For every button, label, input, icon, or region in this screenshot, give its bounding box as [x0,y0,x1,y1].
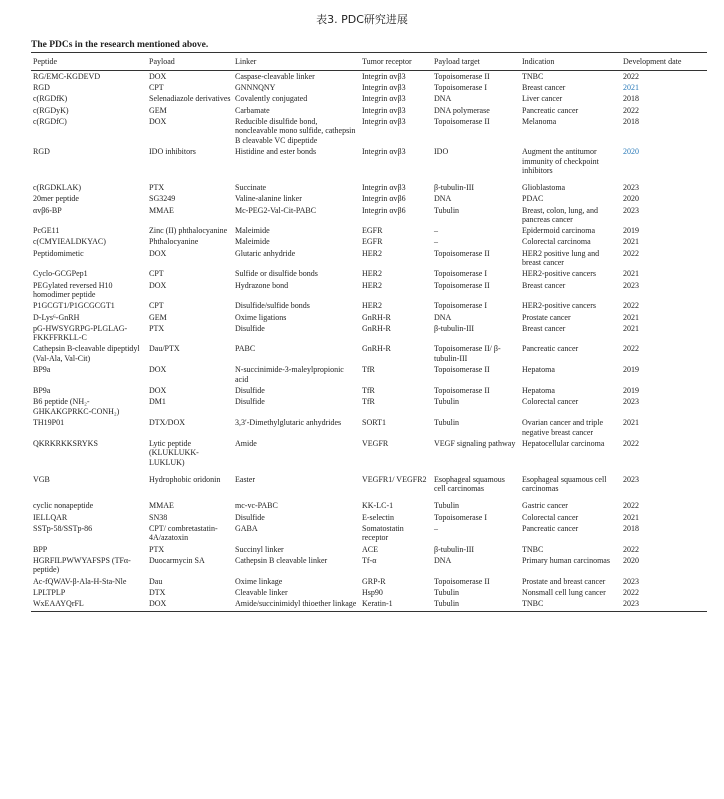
indication-cell: Augment the antitumor immunity of checkpoint inhibitors [522,147,599,176]
payload-cell: PTX [149,183,165,193]
tumor-receptor-cell: EGFR [362,226,383,236]
development-date-cell: 2022 [623,248,639,258]
linker-cell: Easter [235,474,255,484]
payload-target-cell: Tubulin [434,417,460,427]
payload-target-cell: Topoisomerase II [434,576,490,586]
peptide-cell: c(RGDKLAK) [33,183,81,193]
peptide-cell: VGB [33,474,50,484]
linker-cell: Disulfide [235,512,265,522]
payload-cell: DOX [147,597,233,611]
development-date-cell: 2022 [623,71,639,81]
table-row [31,115,707,145]
development-date-cell: 2023 [623,397,639,407]
payload-cell: DTX [149,587,166,597]
payload-cell: CPT [149,83,164,93]
payload-target-cell: Esophageal squamous cell carcinomas [434,474,505,494]
column-header-peptide: Peptide [31,53,147,71]
tumor-receptor-cell: HER2 [362,301,382,311]
development-date-cell: 2021 [623,269,639,279]
linker-cell: Disulfide [235,323,265,333]
payload-cell: DTX/DOX [149,417,185,427]
linker-cell: Covalently conjugated [235,94,308,104]
table-row [31,193,707,204]
payload-target-cell: β-tubulin-III [434,323,475,333]
linker-cell: Disulfide/sulfide bonds [235,301,310,311]
linker-cell: Disulfide [235,386,265,395]
tumor-receptor-cell: Integrin αvβ3 [362,71,406,81]
peptide-cell: BP9a [33,386,51,395]
header-row [31,53,707,71]
indication-cell: Gastric cancer [522,501,568,511]
payload-target-cell: DNA [434,94,452,104]
indication-cell: Nonsmall cell lung cancer [522,587,606,597]
linker-cell: Amide/succinimidyl thioether linkage [233,597,360,611]
development-date-cell: 2018 [623,94,639,104]
development-date-cell: 2023 [623,183,639,193]
peptide-cell: LPLTPLP [33,587,66,597]
table-row [31,396,707,417]
indication-cell: HER2-positive cancers [522,269,596,279]
peptide-cell: D-Lys⁶-GnRH [33,312,80,322]
development-date-cell: 2022 [623,587,639,597]
peptide-cell: c(RGDfK) [33,94,68,104]
payload-cell: MMAE [149,501,174,511]
indication-cell: Pancreatic cancer [522,105,579,115]
table-caption: The PDCs in the research mentioned above. [31,40,209,50]
table-row [31,204,707,225]
peptide-cell: HGRFILPWWYAFSPS (TFα-peptide) [33,555,131,575]
tumor-receptor-cell: Integrin αvβ3 [362,105,406,115]
peptide-cell: RGD [33,147,50,157]
payload-cell: PTX [149,544,165,554]
tumor-receptor-cell: VEGFR [362,438,389,448]
indication-cell: Prostate cancer [522,312,571,322]
table-row [31,146,707,182]
peptide-cell: B6 peptide (NH₂-GHKAKGPRKC-CONH₂) [33,397,120,416]
tumor-receptor-cell: GnRH-R [362,312,391,322]
table-row [31,225,707,236]
payload-cell: Hydrophobic oridonin [149,474,221,484]
development-date-cell: 2022 [623,501,639,511]
linker-cell: N-succinimide-3-maleylpropionic acid [235,365,344,384]
tumor-receptor-cell: GRP-R [362,576,386,586]
table-row [31,300,707,311]
payload-target-cell: Topoisomerase II [434,365,490,375]
indication-cell: TNBC [522,544,544,554]
payload-target-cell: Topoisomerase II [434,71,490,81]
peptide-cell: WxEAAYQrFL [31,597,147,611]
peptide-cell: P1GCGT1/P1GCGCGT1 [33,301,115,311]
tumor-receptor-cell: Hsp90 [362,587,383,597]
linker-cell: PABC [235,344,256,354]
peptide-cell: c(RGDfC) [33,116,67,126]
indication-cell: Breast, colon, lung, and pancreas cancer [522,205,598,225]
tumor-receptor-cell: ACE [362,544,378,554]
tumor-receptor-cell: HER2 [362,280,382,290]
tumor-receptor-cell: Integrin αvβ3 [362,94,406,104]
indication-cell: Pancreatic cancer [522,523,579,533]
payload-target-cell: – [434,237,438,247]
indication-cell: Hepatoma [522,365,555,375]
development-date-cell: 2018 [623,523,639,533]
payload-cell: CPT [149,301,164,311]
indication-cell: Breast cancer [522,280,566,290]
table-row [31,311,707,322]
indication-cell: Prostate and breast cancer [522,576,606,586]
table-row [31,554,707,575]
peptide-cell: IELLQAR [33,512,68,522]
table-row [31,82,707,93]
development-date-cell: 2020 [623,555,639,565]
development-date-cell: 2023 [623,205,639,215]
table-header [31,53,707,71]
payload-target-cell: Tubulin [434,205,460,215]
payload-cell: Dau/PTX [149,344,180,354]
development-date-cell: 2021 [623,312,639,322]
payload-target-cell: β-tubulin-III [434,183,475,193]
tumor-receptor-cell: Tf-α [362,555,377,565]
payload-cell: Phthalocyanine [149,237,199,247]
indication-cell: TNBC [522,71,544,81]
linker-cell: Maleimide [235,237,270,247]
peptide-cell: pG-HWSYGRPG-PLGLAG-FKKFFRKLL-C [33,323,128,343]
payload-cell: DM1 [149,397,166,407]
linker-cell: Succinate [235,183,267,193]
payload-target-cell: Topoisomerase I [434,301,487,311]
indication-cell: Breast cancer [522,83,566,93]
table-row [31,322,707,343]
payload-cell: DOX [149,386,167,395]
table-row [31,279,707,300]
tumor-receptor-cell: Integrin αvβ6 [362,194,406,204]
indication-cell: Liver cancer [522,94,563,104]
tumor-receptor-cell: TfR [362,365,375,375]
payload-target-cell: DNA [434,194,452,204]
development-date-cell: 2022 [623,105,639,115]
development-date-cell: 2021 [623,512,639,522]
column-header-payload-target: Payload target [432,53,520,71]
payload-target-cell: Tubulin [434,587,460,597]
linker-cell: Mc-PEG2-Val-Cit-PABC [235,205,317,215]
linker-cell: GABA [235,523,258,533]
tumor-receptor-cell: Keratin-1 [360,597,432,611]
indication-cell: HER2-positive cancers [522,301,596,311]
development-date-cell: 2021 [623,323,639,333]
table-row [31,500,707,511]
column-header-development-date: Development date [621,53,707,71]
table-row [31,364,707,385]
column-header-linker: Linker [233,53,360,71]
tumor-receptor-cell: Integrin αvβ3 [362,147,406,157]
payload-target-cell: Topoisomerase II/ β-tubulin-III [434,344,501,364]
indication-cell: Breast cancer [522,323,566,333]
payload-target-cell: Topoisomerase II [434,248,490,258]
peptide-cell: Cathepsin B-cleavable dipeptidyl (Val-Ala, Val-Cit) [33,344,140,364]
payload-target-cell: DNA [434,312,452,322]
payload-cell: DOX [149,248,167,258]
payload-target-cell: Tubulin [434,501,460,511]
tumor-receptor-cell: TfR [362,397,375,407]
peptide-cell: cyclic nonapeptide [33,501,94,511]
payload-target-cell: IDO [434,147,449,157]
table-row [31,417,707,438]
development-date-cell: 2021 [623,83,639,93]
indication-cell: TNBC [520,597,621,611]
peptide-cell: SSTp-58/SSTp-86 [33,523,93,533]
column-header-tumor-receptor: Tumor receptor [360,53,432,71]
peptide-cell: 20mer peptide [33,194,79,204]
tumor-receptor-cell: Integrin αvβ3 [362,83,406,93]
tumor-receptor-cell: Integrin αvβ3 [362,116,406,126]
table-row [31,268,707,279]
tumor-receptor-cell: EGFR [362,237,383,247]
linker-cell: 3,3′-Dimethylglutaric anhydrides [235,417,342,427]
tumor-receptor-cell: SORT1 [362,417,386,427]
payload-target-cell: Topoisomerase I [434,269,487,279]
indication-cell: Colorectal cancer [522,397,579,407]
table-row [31,247,707,268]
payload-target-cell: Topoisomerase II [434,280,490,290]
linker-cell: Maleimide [235,226,270,236]
column-header-payload: Payload [147,53,233,71]
payload-cell: DOX [149,71,167,81]
table-row [31,182,707,193]
payload-target-cell: DNA [434,555,452,565]
payload-cell: Zinc (II) phthalocyanine [149,226,228,236]
payload-cell: PTX [149,323,165,333]
tumor-receptor-cell: Somatostatin receptor [362,523,404,543]
peptide-cell: Ac-fQWAV-β-Ala-H-Sta-Nle [33,576,127,586]
indication-cell: Epidermoid carcinoma [522,226,596,236]
peptide-cell: c(CMYIEALDKYAC) [33,237,106,247]
linker-cell: GNNNQNY [235,83,276,93]
linker-cell: Carbamate [235,105,270,115]
payload-cell: CPT/ combretastatin-4A/azatoxin [149,523,218,543]
tumor-receptor-cell: VEGFR1/ VEGFR2 [362,474,427,484]
development-date-cell: 2020 [623,194,639,204]
indication-cell: HER2 positive lung and breast cancer [522,248,600,268]
payload-cell: GEM [149,105,167,115]
linker-cell: Oxime ligations [235,312,287,322]
table-row [31,543,707,554]
tumor-receptor-cell: TfR [362,386,375,395]
payload-cell: GEM [149,312,167,322]
indication-cell: Colorectal cancer [522,512,579,522]
linker-cell: Sulfide or disulfide bonds [235,269,318,279]
linker-cell: Hydrazone bond [235,280,289,290]
payload-target-cell: DNA polymerase [434,105,490,115]
linker-cell: Amide [235,438,257,448]
table-row [31,236,707,247]
peptide-cell: QKRKRKKSRYKS [33,438,98,448]
table-row [31,586,707,597]
payload-target-cell: Tubulin [432,597,520,611]
table-body [31,70,707,612]
table-row [31,93,707,104]
indication-cell: Melanoma [522,116,557,126]
indication-cell: Primary human carcinomas [522,555,610,565]
payload-cell: DOX [149,280,167,290]
development-date-cell: 2023 [621,597,707,611]
linker-cell: Cleavable linker [235,587,288,597]
development-date-cell: 2019 [623,226,639,236]
peptide-cell: αvβ6-BP [33,205,62,215]
linker-cell: Valine-alanine linker [235,194,302,204]
tumor-receptor-cell: Integrin αvβ6 [362,205,406,215]
indication-cell: Hepatoma [522,386,555,395]
payload-cell: Lytic peptide (KLUKLUKK-LUKLUK) [149,438,199,467]
payload-target-cell: Topoisomerase II [434,116,490,126]
linker-cell: Succinyl linker [235,544,284,554]
peptide-cell: Cyclo-GCGPep1 [33,269,88,279]
development-date-cell: 2021 [623,237,639,247]
payload-cell: SN38 [149,512,168,522]
table-row [31,522,707,543]
table-row [31,597,707,611]
payload-cell: MMAE [149,205,174,215]
payload-cell: DOX [149,365,167,375]
peptide-cell: BP9a [33,365,51,375]
linker-cell: Disulfide [235,397,265,407]
peptide-cell: BPP [33,544,48,554]
indication-cell: Hepatocellular carcinoma [522,438,605,448]
pdc-table [31,52,707,612]
linker-cell: Cathepsin B cleavable linker [235,555,328,565]
tumor-receptor-cell: GnRH-R [362,323,391,333]
development-date-cell: 2019 [623,365,639,375]
payload-target-cell: β-tubulin-III [434,544,475,554]
peptide-cell: PcGE11 [33,226,60,236]
payload-target-cell: Topoisomerase I [434,83,487,93]
table-row [31,437,707,473]
development-date-cell: 2022 [623,301,639,311]
linker-cell: Oxime linkage [235,576,283,586]
payload-target-cell: – [434,226,438,236]
table-row [31,473,707,500]
tumor-receptor-cell: GnRH-R [362,344,391,354]
development-date-cell: 2022 [623,438,639,448]
payload-cell: IDO inhibitors [149,147,196,157]
payload-target-cell: – [434,523,438,533]
payload-cell: Duocarmycin SA [149,555,205,565]
column-header-indication: Indication [520,53,621,71]
peptide-cell: RG/EMC-KGDEVD [33,71,101,81]
development-date-cell: 2023 [623,280,639,290]
table-row [31,104,707,115]
tumor-receptor-cell: KK-LC-1 [362,501,394,511]
indication-cell: Glioblastoma [522,183,566,193]
payload-target-cell: Topoisomerase I [434,512,487,522]
tumor-receptor-cell: HER2 [362,248,382,258]
table-row [31,70,707,82]
linker-cell: Reducible disulfide bond, noncleavable mono sulfide, cathepsin B cleavable VC dipeptide [235,116,356,145]
peptide-cell: Peptidomimetic [33,248,84,258]
development-date-cell: 2019 [623,386,639,395]
payload-cell: Dau [149,576,163,586]
linker-cell: Caspase-cleavable linker [235,71,315,81]
table-row [31,511,707,522]
development-date-cell: 2023 [623,576,639,586]
linker-cell: mc-vc-PABC [235,501,278,511]
development-date-cell: 2020 [623,147,639,157]
indication-cell: Pancreatic cancer [522,344,579,354]
page-title: 表3. PDC研究进展 [316,13,408,26]
development-date-cell: 2018 [623,116,639,126]
linker-cell: Histidine and ester bonds [235,147,317,157]
payload-target-cell: Topoisomerase II [434,386,490,395]
payload-cell: CPT [149,269,164,279]
development-date-cell: 2023 [623,474,639,484]
peptide-cell: TH19P01 [33,417,65,427]
development-date-cell: 2022 [623,544,639,554]
peptide-cell: c(RGDyK) [33,105,69,115]
table-row [31,385,707,396]
tumor-receptor-cell: E-selectin [362,512,394,522]
indication-cell: Ovarian cancer and triple negative breast cancer [522,417,604,437]
tumor-receptor-cell: HER2 [362,269,382,279]
payload-target-cell: VEGF signaling pathway [434,438,516,448]
linker-cell: Glutaric anhydride [235,248,296,258]
table-row [31,343,707,364]
payload-cell: DOX [149,116,167,126]
peptide-cell: PEGylated reversed H10 homodimer peptide [33,280,113,300]
indication-cell: Esophageal squamous cell carcinomas [522,474,607,494]
development-date-cell: 2021 [623,417,639,427]
payload-target-cell: Tubulin [434,397,460,407]
peptide-cell: RGD [33,83,50,93]
payload-cell: Selenadiazole derivatives [149,94,231,104]
tumor-receptor-cell: Integrin αvβ3 [362,183,406,193]
payload-cell: SG3249 [149,194,176,204]
development-date-cell: 2022 [623,344,639,354]
table-row [31,575,707,586]
indication-cell: PDAC [522,194,544,204]
indication-cell: Colorectal carcinoma [522,237,591,247]
